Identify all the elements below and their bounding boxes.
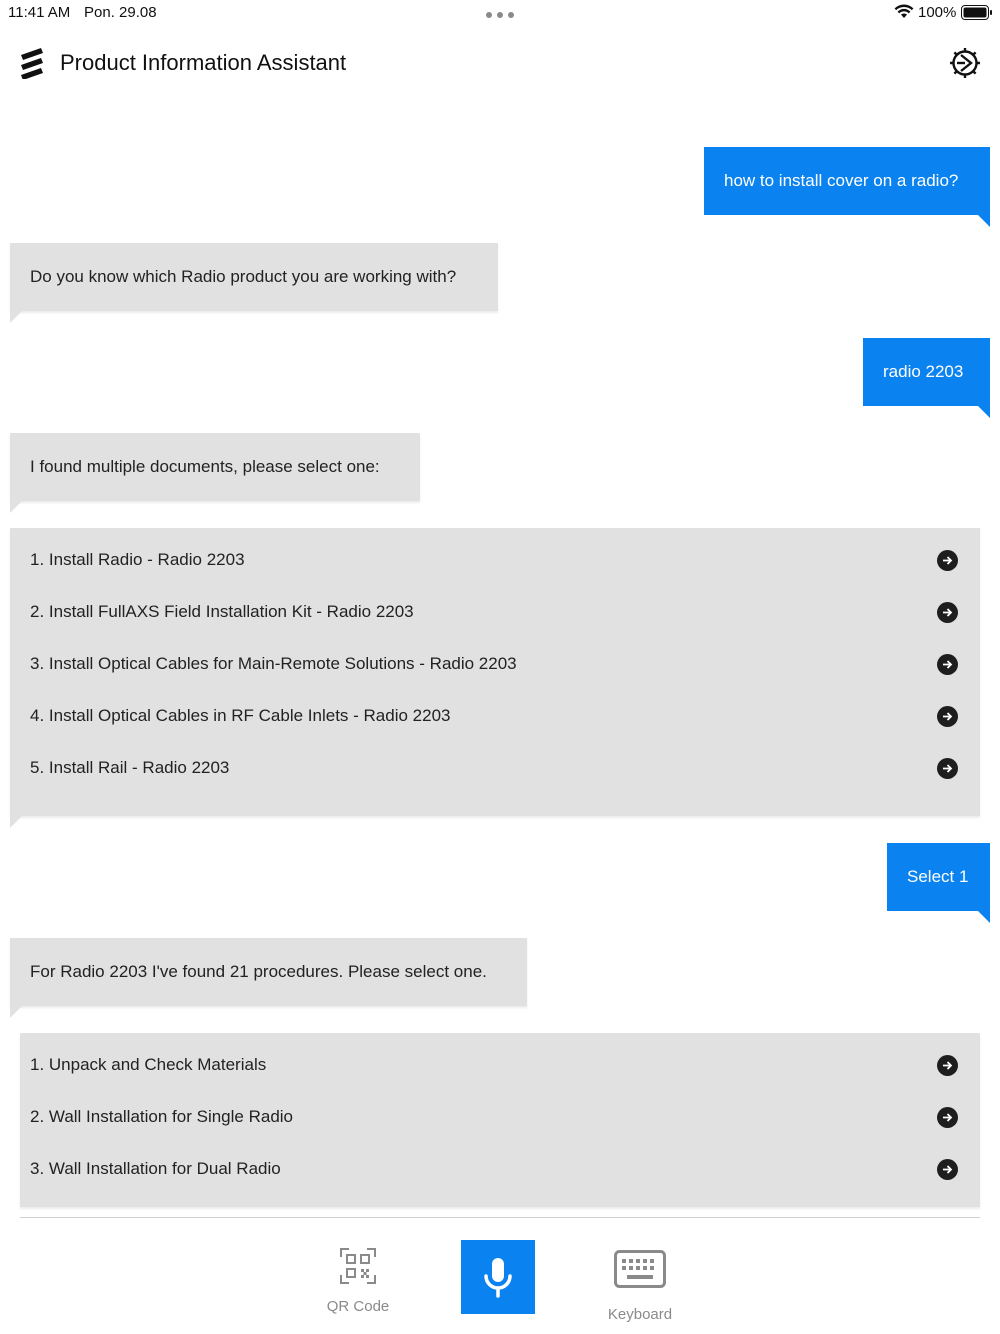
arrow-right-icon[interactable] bbox=[937, 602, 958, 623]
message-text: I found multiple documents, please select one: bbox=[30, 457, 380, 476]
qr-code-label: QR Code bbox=[326, 1298, 390, 1315]
option-label: 2. Install FullAXS Field Installation Kit - Radio 2203 bbox=[30, 602, 414, 621]
gear-icon[interactable] bbox=[946, 44, 984, 82]
document-options-list bbox=[10, 528, 980, 816]
message-text: how to install cover on a radio? bbox=[724, 171, 959, 190]
keyboard-label: Keyboard bbox=[607, 1306, 673, 1323]
arrow-right-icon[interactable] bbox=[937, 1055, 958, 1076]
status-time: 11:41 AM bbox=[8, 4, 71, 21]
list-item[interactable] bbox=[20, 1039, 980, 1091]
input-toolbar bbox=[0, 1218, 1000, 1334]
arrow-right-icon[interactable] bbox=[937, 550, 958, 571]
company-logo-icon bbox=[19, 47, 45, 79]
list-item[interactable] bbox=[20, 1143, 980, 1195]
multitasking-dots-icon[interactable] bbox=[486, 12, 514, 18]
procedure-options-list bbox=[20, 1033, 980, 1207]
qr-code-button[interactable] bbox=[318, 1248, 398, 1315]
list-item[interactable] bbox=[10, 690, 980, 742]
list-item[interactable] bbox=[10, 586, 980, 638]
arrow-right-icon[interactable] bbox=[937, 1159, 958, 1180]
page-title: Product Information Assistant bbox=[60, 50, 347, 75]
option-label: 1. Unpack and Check Materials bbox=[30, 1055, 267, 1074]
message-text: Select 1 bbox=[907, 867, 969, 886]
user-message bbox=[863, 338, 990, 406]
qr-code-icon bbox=[340, 1248, 376, 1284]
option-label: 5. Install Rail - Radio 2203 bbox=[30, 758, 230, 777]
user-message bbox=[887, 843, 990, 911]
keyboard-icon bbox=[614, 1250, 666, 1288]
bot-message bbox=[10, 433, 420, 501]
microphone-icon bbox=[481, 1256, 515, 1298]
arrow-right-icon[interactable] bbox=[937, 706, 958, 727]
option-label: 3. Wall Installation for Dual Radio bbox=[30, 1159, 281, 1178]
bot-message bbox=[10, 243, 498, 311]
option-label: 2. Wall Installation for Single Radio bbox=[30, 1107, 294, 1126]
microphone-button[interactable] bbox=[461, 1240, 535, 1314]
message-text: radio 2203 bbox=[883, 362, 964, 381]
option-label: 1. Install Radio - Radio 2203 bbox=[30, 550, 245, 569]
app-header bbox=[0, 38, 1000, 92]
arrow-right-icon[interactable] bbox=[937, 1107, 958, 1128]
battery-percentage: 100% bbox=[918, 4, 957, 21]
user-message bbox=[704, 147, 990, 215]
bot-message bbox=[10, 938, 527, 1006]
message-text: For Radio 2203 I've found 21 procedures. Please select one. bbox=[30, 962, 487, 981]
chat-area[interactable] bbox=[0, 100, 1000, 1216]
keyboard-button[interactable] bbox=[596, 1250, 684, 1323]
message-text: Do you know which Radio product you are working with? bbox=[30, 267, 457, 286]
status-date: Pon. 29.08 bbox=[84, 4, 157, 21]
list-item[interactable] bbox=[10, 638, 980, 690]
status-bar bbox=[0, 0, 1000, 28]
option-label: 4. Install Optical Cables in RF Cable Inlets - Radio 2203 bbox=[30, 706, 451, 725]
list-item[interactable] bbox=[20, 1091, 980, 1143]
option-label: 3. Install Optical Cables for Main-Remote Solutions - Radio 2203 bbox=[30, 654, 517, 673]
arrow-right-icon[interactable] bbox=[937, 654, 958, 675]
wifi-icon bbox=[894, 4, 914, 20]
list-item[interactable] bbox=[10, 742, 980, 794]
list-item[interactable] bbox=[10, 534, 980, 586]
arrow-right-icon[interactable] bbox=[937, 758, 958, 779]
battery-icon bbox=[961, 5, 993, 20]
